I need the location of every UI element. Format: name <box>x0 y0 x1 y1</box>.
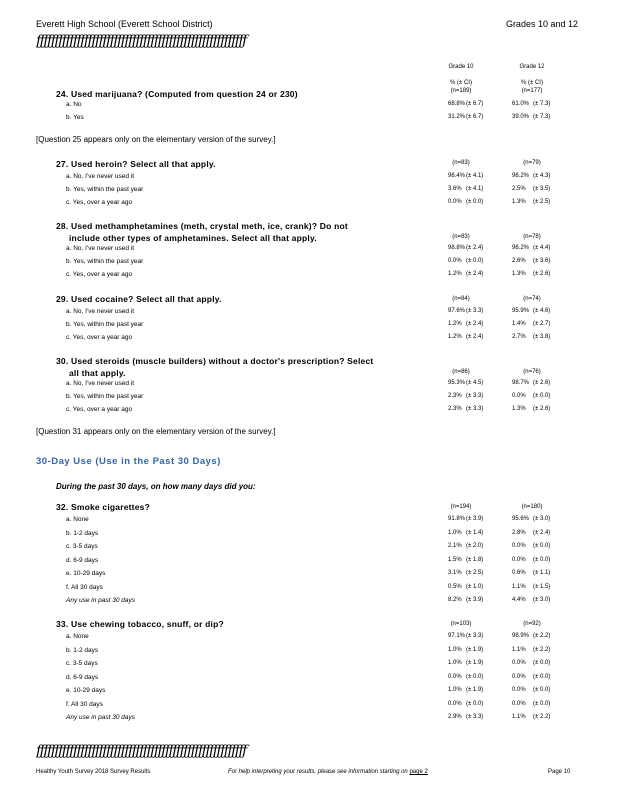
q33-grade12-ci: (± 2.2) <box>533 714 551 720</box>
q29-n10: (n=84) <box>452 296 470 302</box>
q28-title-line2: include other types of amphetamines. Select all that apply. <box>69 233 317 243</box>
q33-grade12-percent: 0.0% <box>512 660 526 666</box>
q32-grade12-percent: 95.6% <box>512 516 530 522</box>
q32-grade12-ci: (± 1.5) <box>533 583 551 590</box>
q33-option-label: c. 3-5 days <box>66 660 98 667</box>
q27-grade12-ci: (± 4.3) <box>533 173 551 179</box>
q28-grade12-percent: 1.3% <box>512 271 526 277</box>
q27-grade10-percent: 0.0% <box>448 199 462 205</box>
q33-grade10-percent: 1.0% <box>448 660 462 666</box>
q32-grade12-ci: (± 3.0) <box>533 516 551 522</box>
q30-grade10-ci: (± 3.3) <box>466 406 484 412</box>
q32-grade12-percent: 1.1% <box>512 583 526 590</box>
q33-grade10-percent: 2.9% <box>448 714 462 720</box>
q30-grade12-ci: (± 2.6) <box>533 406 551 412</box>
q33-grade12-ci: (± 0.0) <box>533 660 551 666</box>
q24-grade12-ci: (± 7.3) <box>533 114 551 120</box>
q33-option-label: Any use in past 30 days <box>66 714 136 721</box>
q32-grade10-percent: 3.1% <box>448 570 462 576</box>
q33-option-label: e. 10-29 days <box>66 687 106 694</box>
q29-grade12-ci: (± 2.7) <box>533 321 551 327</box>
q33-grade12-ci: (± 0.0) <box>533 700 551 707</box>
q33-grade10-ci: (± 1.9) <box>466 660 484 666</box>
q24-n12: (n=177) <box>521 88 543 94</box>
q33-grade12-percent: 0.0% <box>512 700 526 707</box>
q29-grade10-percent: 1.2% <box>448 321 462 327</box>
q29-option-label: a. No, I've never used it <box>66 308 135 315</box>
q28-grade12-percent: 96.2% <box>512 245 530 251</box>
q27-option-label: a. No, I've never used it <box>66 173 135 180</box>
q28-n10: (n=83) <box>452 234 470 240</box>
q24-n10: (n=189) <box>450 88 472 94</box>
q33-grade10-ci: (± 3.3) <box>466 633 484 639</box>
q32-grade12-ci: (± 0.0) <box>533 556 551 563</box>
q33-grade10-ci: (± 1.9) <box>466 646 484 653</box>
q28-grade10-percent: 1.2% <box>448 271 462 277</box>
q24-grade10-ci: (± 6.7) <box>466 114 484 120</box>
q29-option-label: b. Yes, within the past year <box>66 321 144 328</box>
q32-grade10-ci: (± 2.0) <box>466 543 484 549</box>
q32-option-label: d. 6-9 days <box>66 556 99 564</box>
q28-grade12-ci: (± 3.6) <box>533 258 551 264</box>
q33-grade10-ci: (± 0.0) <box>466 700 484 707</box>
q30-grade12-ci: (± 2.6) <box>533 380 551 386</box>
grade12-header: Grade 12 <box>519 64 545 70</box>
q32-grade12-ci: (± 2.4) <box>533 529 551 536</box>
q33-grade10-ci: (± 1.9) <box>466 687 484 693</box>
q24-grade10-percent: 31.2% <box>448 114 466 120</box>
q30-title-line2: all that apply. <box>69 368 126 378</box>
q33-option-label: b. 1-2 days <box>66 646 99 654</box>
q28-option-label: a. No, I've never used it <box>66 245 135 252</box>
footer-survey-name: Healthy Youth Survey 2018 Survey Results <box>36 769 151 775</box>
q29-title: 29. Used cocaine? Select all that apply. <box>56 294 222 304</box>
q33-option-label: a. None <box>66 633 89 640</box>
q28-n12: (n=78) <box>523 234 541 240</box>
q27-grade10-percent: 3.6% <box>448 186 462 192</box>
q33-title: 33. Use chewing tobacco, snuff, or dip? <box>56 619 224 629</box>
q29-n12: (n=74) <box>523 296 541 302</box>
q32-grade10-percent: 2.1% <box>448 543 462 549</box>
q29-grade12-percent: 2.7% <box>512 334 526 340</box>
q27-grade12-percent: 1.3% <box>512 199 526 205</box>
q30-grade10-percent: 2.3% <box>448 406 462 412</box>
q32-grade12-ci: (± 0.0) <box>533 543 551 549</box>
q28-option-label: b. Yes, within the past year <box>66 258 144 265</box>
q30-option-label: b. Yes, within the past year <box>66 393 144 400</box>
q27-n12: (n=79) <box>523 160 541 166</box>
grades-header: Grades 10 and 12 <box>505 19 578 29</box>
q29-grade10-percent: 97.6% <box>448 308 466 314</box>
q32-grade10-percent: 91.8% <box>448 516 466 522</box>
q30-option-label: a. No, I've never used it <box>66 380 135 387</box>
q28-grade10-percent: 0.0% <box>448 258 462 264</box>
q27-n10: (n=83) <box>452 160 470 166</box>
q33-grade12-percent: 98.9% <box>512 633 530 639</box>
q24-grade12-percent: 39.0% <box>512 114 530 120</box>
q32-grade10-percent: 1.0% <box>448 529 462 536</box>
footer-help <box>228 769 428 775</box>
q28-grade12-ci: (± 4.4) <box>533 245 551 251</box>
q27-grade10-ci: (± 4.1) <box>466 186 484 192</box>
q33-grade10-percent: 0.0% <box>448 700 462 707</box>
q27-grade12-percent: 2.5% <box>512 186 526 192</box>
q33-grade12-percent: 1.1% <box>512 646 526 653</box>
q33-grade12-ci: (± 2.2) <box>533 633 551 639</box>
q33-grade12-ci: (± 0.0) <box>533 673 551 680</box>
q32-grade10-percent: 8.2% <box>448 597 462 603</box>
note-q31: [Question 31 appears only on the elementary version of the survey.] <box>36 427 276 436</box>
q33-grade10-percent: 1.0% <box>448 687 462 693</box>
q27-grade12-ci: (± 3.5) <box>533 186 551 192</box>
q24-title: 24. Used marijuana? (Computed from question 24 or 230) <box>56 89 298 99</box>
q32-grade10-ci: (± 3.9) <box>466 516 484 522</box>
q30-grade12-percent: 1.3% <box>512 406 526 412</box>
q29-grade10-ci: (± 2.4) <box>466 321 484 327</box>
q28-grade10-ci: (± 0.0) <box>466 258 484 264</box>
q29-grade12-percent: 95.9% <box>512 308 530 314</box>
q33-option-label: f. All 30 days <box>66 700 103 708</box>
q32-grade10-ci: (± 2.5) <box>466 570 484 576</box>
q32-option-label: Any use in past 30 days <box>66 597 136 604</box>
q30-option-label: c. Yes, over a year ago <box>66 406 133 413</box>
q33-n12: (n=92) <box>523 621 541 627</box>
q30-grade12-percent: 0.0% <box>512 393 526 399</box>
section-intro: During the past 30 days, on how many days did you: <box>56 482 256 491</box>
q32-title: 32. Smoke cigarettes? <box>56 502 150 512</box>
q30-grade10-ci: (± 3.3) <box>466 393 484 399</box>
q30-grade10-percent: 2.3% <box>448 393 462 399</box>
q32-option-label: a. None <box>66 516 89 523</box>
grade10-ci-label: % (± CI) <box>450 80 472 86</box>
q32-grade10-ci: (± 3.9) <box>466 597 484 603</box>
q28-grade12-ci: (± 2.6) <box>533 271 551 277</box>
q29-grade10-ci: (± 3.3) <box>466 308 484 314</box>
q32-grade12-percent: 2.8% <box>512 529 526 536</box>
q24-grade12-percent: 61.0% <box>512 101 530 107</box>
q33-grade10-percent: 1.0% <box>448 646 462 653</box>
q32-grade10-percent: 1.5% <box>448 556 462 563</box>
q32-option-label: e. 10-29 days <box>66 570 106 577</box>
q32-option-label: c. 3-5 days <box>66 543 98 550</box>
q32-grade12-ci: (± 3.0) <box>533 597 551 603</box>
q24-grade10-percent: 68.8% <box>448 101 466 107</box>
q27-title: 27. Used heroin? Select all that apply. <box>56 159 216 169</box>
q33-grade12-ci: (± 0.0) <box>533 687 551 693</box>
q32-grade10-percent: 0.5% <box>448 583 462 590</box>
q33-grade10-percent: 97.1% <box>448 633 466 639</box>
q33-grade10-ci: (± 3.3) <box>466 714 484 720</box>
q29-grade12-percent: 1.4% <box>512 321 526 327</box>
q32-option-label: b. 1-2 days <box>66 529 99 537</box>
q27-grade12-ci: (± 2.5) <box>533 199 551 205</box>
q32-n12: (n=180) <box>521 504 543 510</box>
q33-grade12-percent: 0.0% <box>512 687 526 693</box>
q32-grade12-percent: 4.4% <box>512 597 526 603</box>
q30-grade12-percent: 98.7% <box>512 380 530 386</box>
q24-grade12-ci: (± 7.3) <box>533 101 551 107</box>
q33-grade12-percent: 1.1% <box>512 714 526 720</box>
q32-grade10-ci: (± 1.4) <box>466 529 484 536</box>
q30-grade10-ci: (± 4.5) <box>466 380 484 386</box>
grade10-header: Grade 10 <box>448 64 474 70</box>
q29-grade12-ci: (± 3.8) <box>533 334 551 340</box>
q27-grade10-ci: (± 4.1) <box>466 173 484 179</box>
grade12-ci-label: % (± CI) <box>521 80 543 86</box>
q33-option-label: d. 6-9 days <box>66 673 99 681</box>
q33-grade10-ci: (± 0.0) <box>466 673 484 680</box>
q24-option-label: a. No <box>66 101 82 108</box>
q30-grade12-ci: (± 0.0) <box>533 393 551 399</box>
footer-help-link[interactable]: page 2 <box>409 769 428 775</box>
q32-n10: (n=194) <box>450 504 472 510</box>
q29-grade12-ci: (± 4.6) <box>533 308 551 314</box>
q33-grade10-percent: 0.0% <box>448 673 462 680</box>
q32-grade10-ci: (± 1.8) <box>466 556 484 563</box>
q32-grade12-ci: (± 1.1) <box>533 570 551 576</box>
q30-title-line1: 30. Used steroids (muscle builders) without a doctor's prescription? Select <box>56 356 374 366</box>
q33-n10: (n=103) <box>450 621 472 627</box>
q27-option-label: c. Yes, over a year ago <box>66 199 133 206</box>
q28-grade12-percent: 2.6% <box>512 258 526 264</box>
q32-grade10-ci: (± 1.0) <box>466 583 484 590</box>
bottom-rule: ƒƒƒƒƒƒƒƒƒƒƒƒƒƒƒƒƒƒƒƒƒƒƒƒƒƒƒƒƒƒƒƒƒƒƒƒƒƒƒƒƒƒƒƒƒƒƒƒƒƒƒƒƒƒƒƒƒ <box>36 743 246 759</box>
school-header: Everett High School (Everett School District) <box>36 19 213 29</box>
q30-grade10-percent: 95.3% <box>448 380 466 386</box>
q29-option-label: c. Yes, over a year ago <box>66 334 133 341</box>
q33-grade12-percent: 0.0% <box>512 673 526 680</box>
footer-help-text: For help interpreting your results, please see information starting on <box>228 769 410 775</box>
q24-option-label: b. Yes <box>66 114 84 121</box>
q32-grade12-percent: 0.0% <box>512 543 526 549</box>
note-q25: [Question 25 appears only on the elementary version of the survey.] <box>36 135 276 144</box>
q28-option-label: c. Yes, over a year ago <box>66 271 133 278</box>
q28-title-line1: 28. Used methamphetamines (meth, crystal meth, ice, crank)? Do not <box>56 221 348 231</box>
q30-n10: (n=86) <box>452 369 470 375</box>
q32-option-label: f. All 30 days <box>66 583 103 591</box>
q27-option-label: b. Yes, within the past year <box>66 186 144 193</box>
q24-grade10-ci: (± 6.7) <box>466 101 484 107</box>
section-title: 30-Day Use (Use in the Past 30 Days) <box>36 456 221 467</box>
q33-grade12-ci: (± 2.2) <box>533 646 551 653</box>
top-rule: ƒƒƒƒƒƒƒƒƒƒƒƒƒƒƒƒƒƒƒƒƒƒƒƒƒƒƒƒƒƒƒƒƒƒƒƒƒƒƒƒƒƒƒƒƒƒƒƒƒƒƒƒƒƒƒƒƒ <box>36 33 246 49</box>
q29-grade10-ci: (± 2.4) <box>466 334 484 340</box>
q28-grade10-percent: 98.8% <box>448 245 466 251</box>
q32-grade12-percent: 0.6% <box>512 570 526 576</box>
q27-grade10-percent: 96.4% <box>448 173 466 179</box>
q27-grade12-percent: 96.2% <box>512 173 530 179</box>
q30-n12: (n=76) <box>523 369 541 375</box>
q28-grade10-ci: (± 2.4) <box>466 271 484 277</box>
q27-grade10-ci: (± 0.0) <box>466 199 484 205</box>
q32-grade12-percent: 0.0% <box>512 556 526 563</box>
q29-grade10-percent: 1.2% <box>448 334 462 340</box>
footer-page-number: Page 10 <box>548 769 571 775</box>
q28-grade10-ci: (± 2.4) <box>466 245 484 251</box>
